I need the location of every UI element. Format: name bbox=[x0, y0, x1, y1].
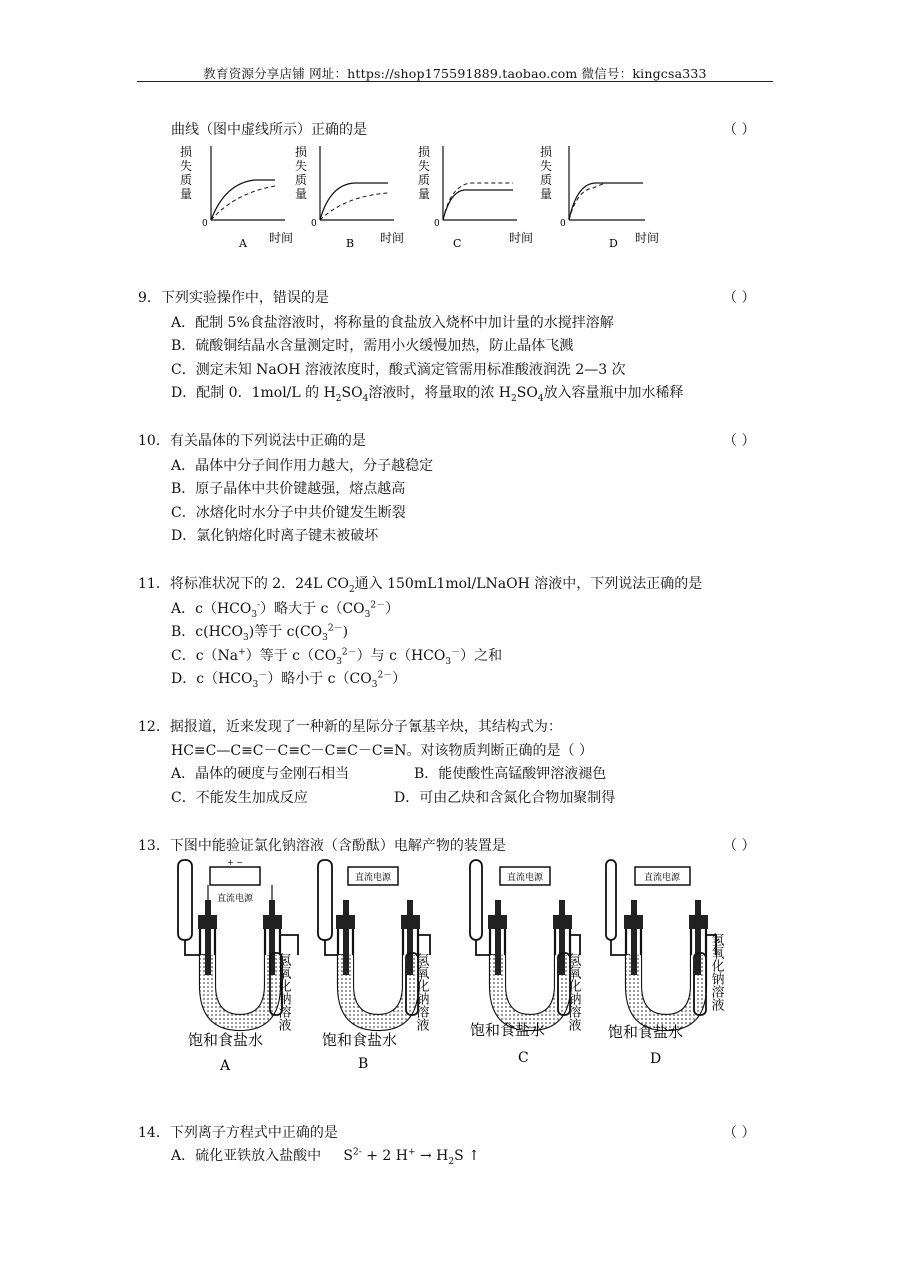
q11-option-b: B．$c(HCO_3)$等于 $c(CO_3^{2-})$ bbox=[171, 623, 349, 643]
q10-option-c: C．冰熔化时水分子中共价键发生断裂 bbox=[171, 505, 406, 521]
apparatus-c-side-label: 氢氧化钠溶液 bbox=[565, 953, 581, 1031]
q10-option-d: D．氯化钠熔化时离子键未被破坏 bbox=[171, 528, 379, 544]
apparatus-c-solution: 饱和食盐水 bbox=[470, 1021, 546, 1039]
svg-text:质: 质 bbox=[418, 173, 431, 187]
q9-option-d: D．配制 0．1mol/L 的 $H_2SO_4$溶液时，将量取的浓 $H_2SO_4$放入容量瓶中加水稀释 bbox=[171, 385, 684, 404]
apparatus-d-letter: D bbox=[650, 1051, 662, 1067]
graph-a-origin: 0 bbox=[202, 219, 208, 229]
svg-text:0: 0 bbox=[311, 219, 317, 229]
q12-option-d: D．可由乙炔和含氮化合物加聚制得 bbox=[394, 790, 616, 806]
graph-a-ylabel-1: 损 bbox=[180, 145, 193, 159]
svg-text:质: 质 bbox=[295, 173, 308, 187]
svg-text:量: 量 bbox=[540, 187, 553, 201]
q14-option-a: A．硫化亚铁放入盐酸中 $S^{2-} + 2$ $H^+ \to H_2S$ ↑ bbox=[171, 1147, 480, 1167]
apparatus-d bbox=[606, 860, 724, 1067]
q11-stem: 11．将标准状况下的 2．24L $CO_2$通入 150mL1mol/LNaOH 溶液中，下列说法正确的是 bbox=[138, 576, 703, 595]
q11-option-c: C．c（Na+）等于 $c(CO_3^{2-})$与 $c(HCO_3^-)$之和 bbox=[171, 647, 503, 667]
svg-text:直流电源: 直流电源 bbox=[216, 894, 254, 904]
graph-a-letter: A bbox=[239, 237, 247, 250]
svg-text:+ −: + − bbox=[227, 858, 243, 867]
q9-option-a: A．配制 5%食盐溶液时，将称量的食盐放入烧杯中加计量的水搅拌溶解 bbox=[171, 315, 614, 331]
q8-answer-paren: （ ） bbox=[723, 122, 756, 138]
svg-text:量: 量 bbox=[418, 187, 431, 201]
q13-stem: 13．下图中能验证氯化钠溶液（含酚酞）电解产物的装置是 bbox=[138, 838, 506, 854]
q10-option-b: B．原子晶体中共价键越强，熔点越高 bbox=[171, 481, 406, 497]
apparatus-c-letter: C bbox=[518, 1050, 529, 1066]
apparatus-c bbox=[470, 860, 581, 1066]
q11-option-d: D．$c(HCO_3^-)$略小于 $c(CO_3^{2-})$ bbox=[171, 670, 407, 690]
q9-answer-paren: （ ） bbox=[723, 290, 756, 306]
apparatus-a-solution: 饱和食盐水 bbox=[188, 1031, 264, 1049]
q14-stem: 14．下列离子方程式中正确的是 bbox=[138, 1125, 338, 1141]
apparatus-b-solution: 饱和食盐水 bbox=[322, 1031, 398, 1049]
q12-formula: HC≡C—C≡C－C≡C－C≡C－C≡N。对该物质判断正确的是（ ） bbox=[171, 743, 593, 759]
q9-option-b: B．硫酸铜结晶水含量测定时，需用小火缓慢加热，防止晶体飞溅 bbox=[171, 338, 574, 354]
q8-stem-tail: 曲线（图中虚线所示）正确的是 bbox=[171, 122, 367, 138]
svg-text:失: 失 bbox=[418, 159, 431, 173]
svg-text:D: D bbox=[609, 237, 618, 250]
graph-a bbox=[180, 144, 293, 250]
header-rule bbox=[137, 81, 773, 82]
apparatus-a-side-label: 氢氧化钠溶液 bbox=[275, 953, 291, 1031]
page-header: 教育资源分享店铺 网址：https://shop175591889.taobao.com 微信号：kingcsa333 bbox=[203, 66, 707, 81]
q12-option-a: A．晶体的硬度与金刚石相当 bbox=[171, 766, 350, 782]
svg-text:时间: 时间 bbox=[380, 231, 405, 245]
svg-text:失: 失 bbox=[295, 159, 308, 173]
svg-text:0: 0 bbox=[434, 219, 440, 229]
graph-c bbox=[418, 144, 533, 250]
q8-graphs bbox=[175, 138, 675, 253]
q12-option-b: B．能使酸性高锰酸钾溶液褪色 bbox=[414, 766, 607, 782]
svg-text:失: 失 bbox=[540, 159, 553, 173]
q14-answer-paren: （ ） bbox=[723, 1125, 756, 1141]
q9-stem: 9．下列实验操作中，错误的是 bbox=[138, 290, 329, 306]
svg-text:0: 0 bbox=[560, 219, 566, 229]
graph-a-xlabel: 时间 bbox=[269, 231, 294, 245]
apparatus-b bbox=[318, 860, 430, 1072]
q13-answer-paren: （ ） bbox=[723, 838, 756, 854]
q12-option-c: C．不能发生加成反应 bbox=[171, 790, 308, 806]
svg-text:损: 损 bbox=[418, 145, 431, 159]
apparatus-b-side-label: 氢氧化钠溶液 bbox=[413, 953, 429, 1031]
svg-text:量: 量 bbox=[295, 187, 308, 201]
graph-b bbox=[295, 144, 404, 250]
apparatus-d-solution: 饱和食盐水 bbox=[608, 1023, 684, 1041]
svg-text:直流电源: 直流电源 bbox=[354, 873, 392, 883]
q11-option-a: A．$c(HCO_3^-)$略大于 $c(CO_3^{2-})$ bbox=[171, 600, 400, 620]
svg-text:C: C bbox=[453, 237, 462, 250]
svg-text:质: 质 bbox=[540, 173, 553, 187]
q10-option-a: A．晶体中分子间作用力越大，分子越稳定 bbox=[171, 458, 434, 474]
apparatus-a-letter: A bbox=[220, 1058, 231, 1074]
q13-apparatus-figure bbox=[170, 855, 730, 1075]
svg-text:损: 损 bbox=[540, 145, 553, 159]
graph-a-ylabel-3: 质 bbox=[180, 173, 193, 187]
q10-stem: 10．有关晶体的下列说法中正确的是 bbox=[138, 433, 366, 449]
graph-a-ylabel-2: 失 bbox=[180, 159, 193, 173]
svg-text:时间: 时间 bbox=[509, 231, 534, 245]
apparatus-a bbox=[178, 858, 298, 1074]
apparatus-d-side-label: 氢氧化钠溶液 bbox=[708, 933, 724, 1011]
q10-answer-paren: （ ） bbox=[723, 433, 756, 449]
svg-text:B: B bbox=[346, 237, 355, 250]
svg-text:损: 损 bbox=[295, 145, 308, 159]
q12-stem: 12．据报道，近来发现了一种新的星际分子氰基辛炔，其结构式为： bbox=[138, 719, 562, 735]
graph-d bbox=[540, 144, 659, 250]
graph-a-ylabel-4: 量 bbox=[180, 187, 193, 201]
svg-text:直流电源: 直流电源 bbox=[506, 873, 544, 883]
svg-text:直流电源: 直流电源 bbox=[643, 873, 681, 883]
apparatus-b-letter: B bbox=[358, 1056, 369, 1072]
svg-text:时间: 时间 bbox=[635, 231, 660, 245]
q9-option-c: C．测定未知 NaOH 溶液浓度时，酸式滴定管需用标准酸液润洗 2—3 次 bbox=[171, 362, 626, 378]
